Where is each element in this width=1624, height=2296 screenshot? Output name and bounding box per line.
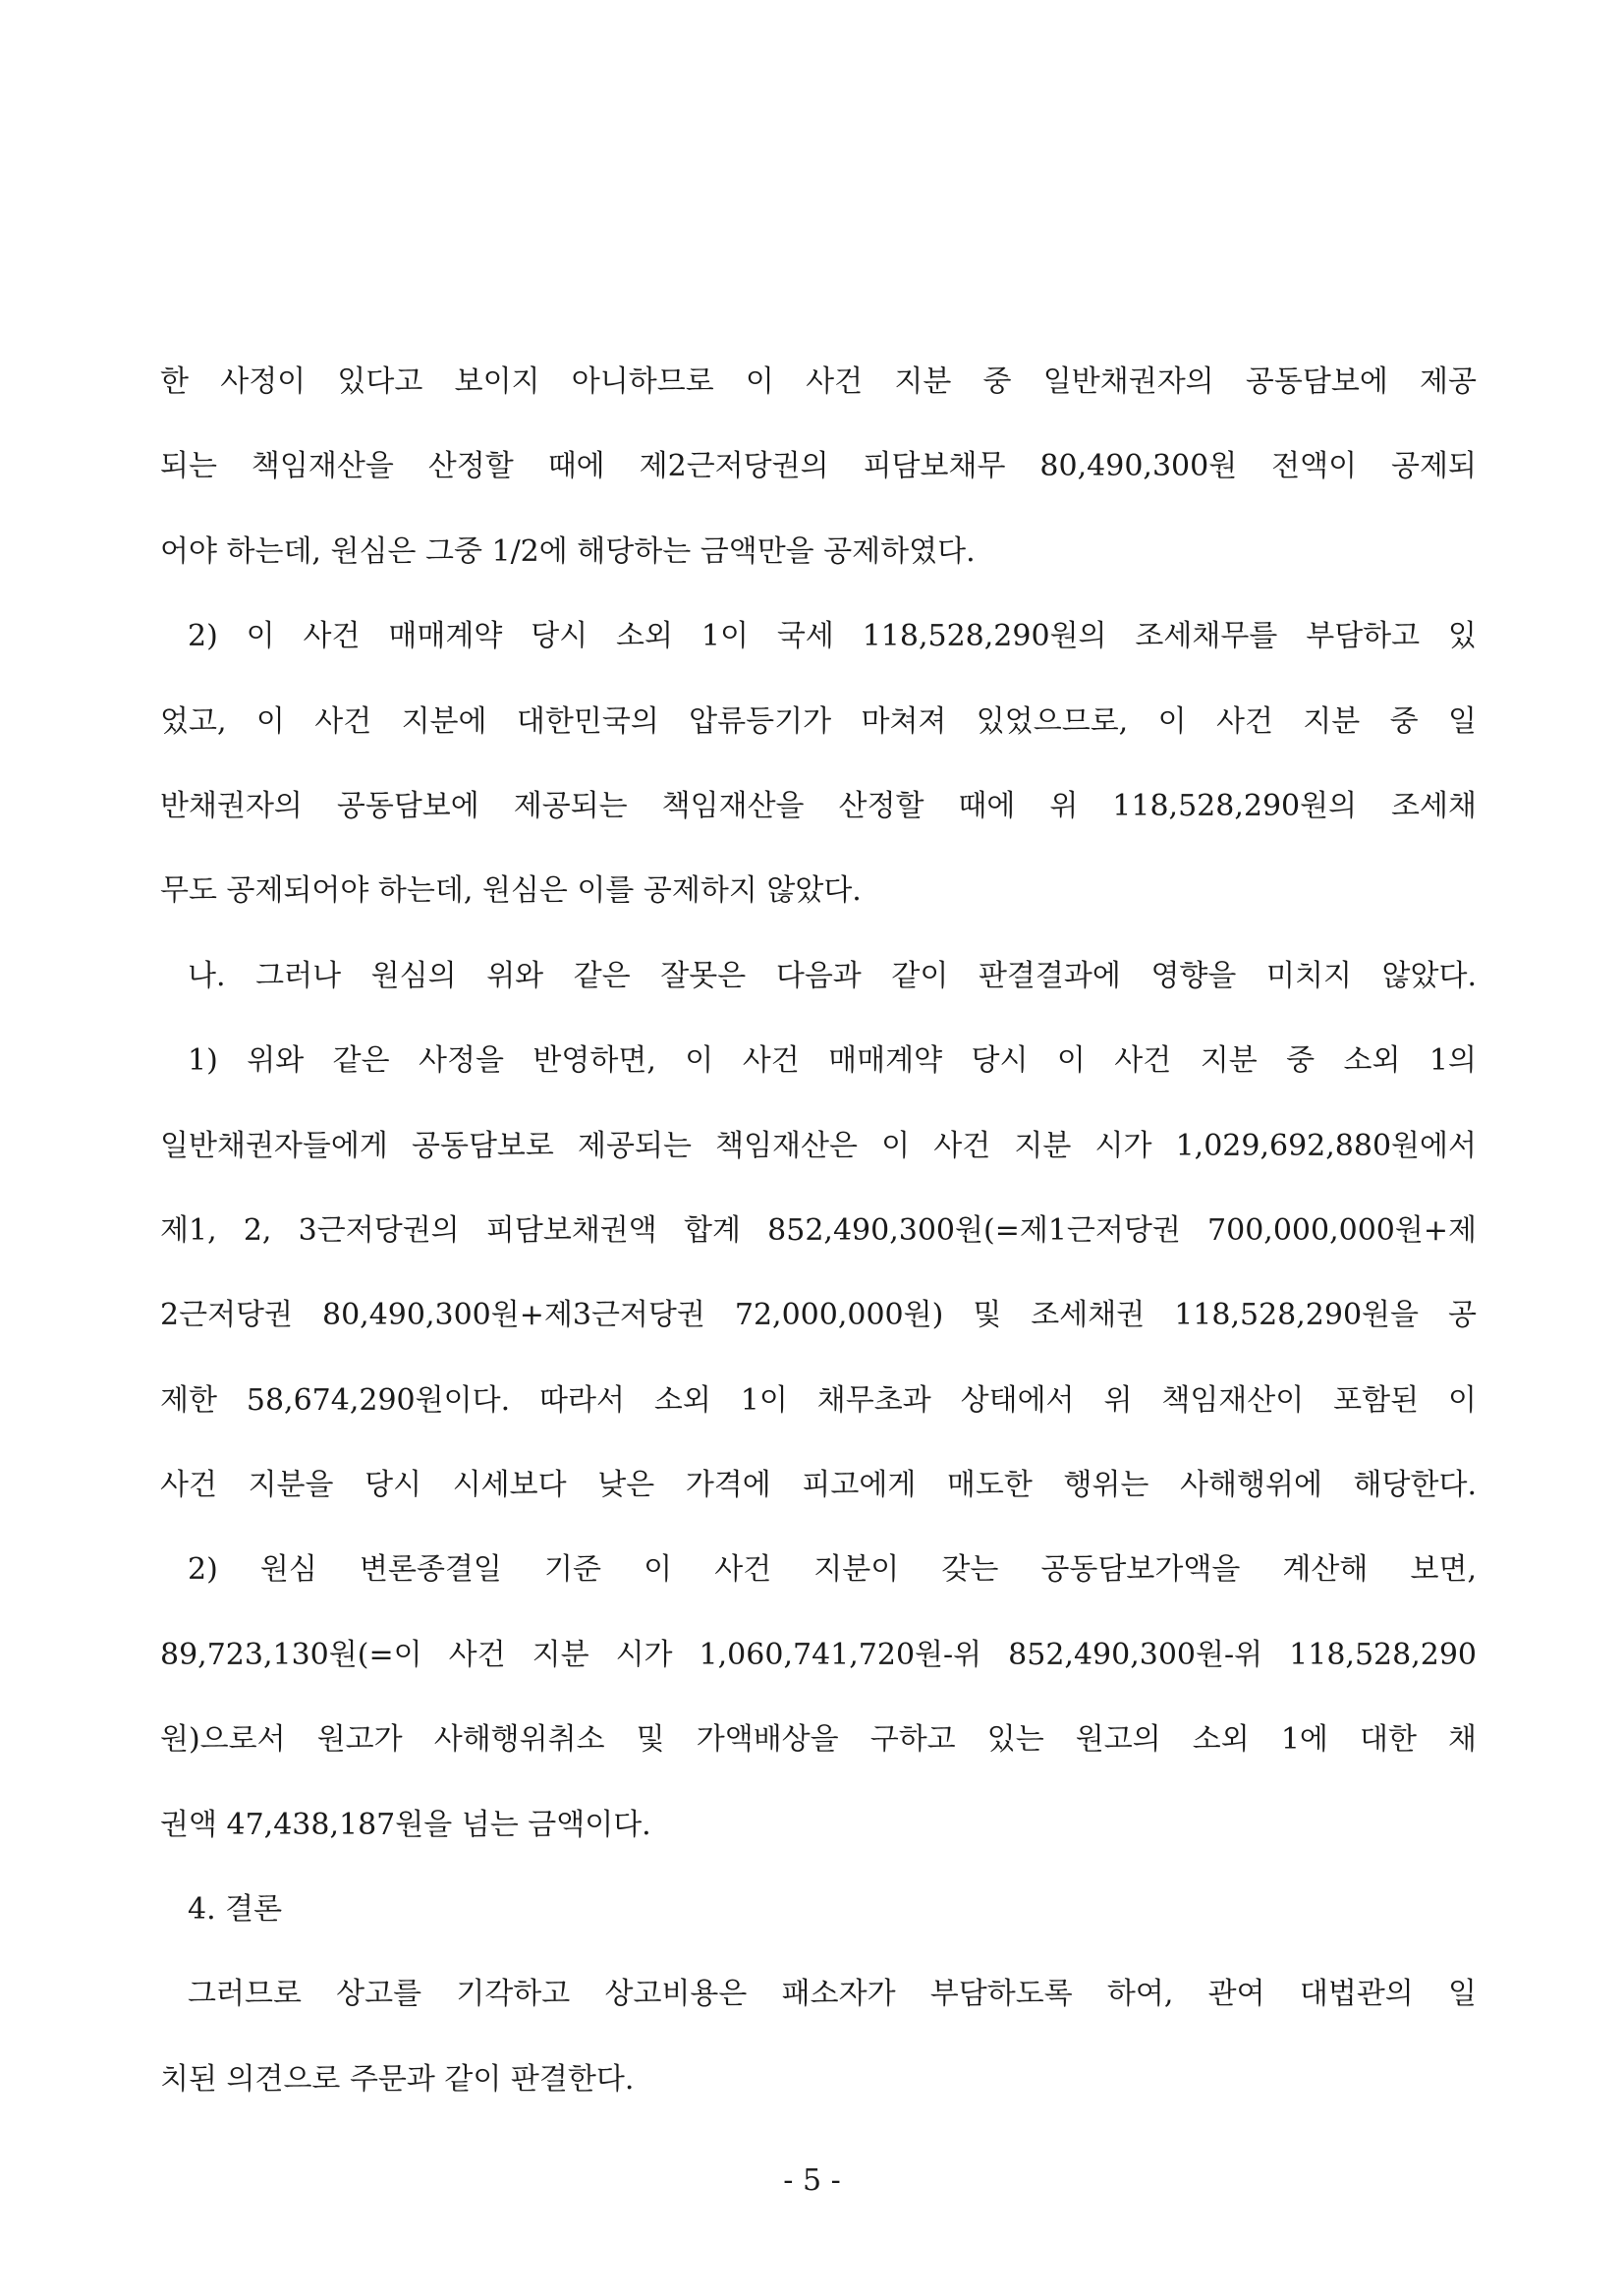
body-line-9: 1) 위와 같은 사정을 반영하면, 이 사건 매매계약 당시 이 사건 지분 중 소외 1의 — [188, 1043, 1477, 1079]
body-line-4: 2) 이 사건 매매계약 당시 소외 1이 국세 118,528,290원의 조세채무를 부담하고 있 — [188, 619, 1477, 654]
body-line-15: 2) 원심 변론종결일 기준 이 사건 지분이 갖는 공동담보가액을 계산해 보면, — [188, 1552, 1477, 1588]
body-line-1: 한 사정이 있다고 보이지 아니하므로 이 사건 지분 중 일반채권자의 공동담보에 제공 — [160, 364, 1477, 399]
body-line-11: 제1, 2, 3근저당권의 피담보채권액 합계 852,490,300원(=제1근저당권 700,000,000원+제 — [160, 1212, 1477, 1248]
body-line-20: 그러므로 상고를 기각하고 상고비용은 패소자가 부담하도록 하여, 관여 대법관의 일 — [188, 1977, 1477, 2012]
body-line-21: 치된 의견으로 주문과 같이 판결한다. — [160, 2061, 635, 2097]
body-line-8: 나. 그러나 원심의 위와 같은 잘못은 다음과 같이 판결결과에 영향을 미치지 않았다. — [188, 958, 1477, 993]
body-line-13: 제한 58,674,290원이다. 따라서 소외 1이 채무초과 상태에서 위 책임재산이 포함된 이 — [160, 1382, 1477, 1418]
body-line-2: 되는 책임재산을 산정할 때에 제2근저당권의 피담보채무 80,490,300원 전액이 공제되 — [160, 449, 1477, 484]
body-line-17: 원)으로서 원고가 사해행위취소 및 가액배상을 구하고 있는 원고의 소외 1에 대한 채 — [160, 1722, 1477, 1758]
body-line-6: 반채권자의 공동담보에 제공되는 책임재산을 산정할 때에 위 118,528,290원의 조세채 — [160, 788, 1477, 823]
page-number: - 5 - — [783, 2163, 841, 2198]
body-line-14: 사건 지분을 당시 시세보다 낮은 가격에 피고에게 매도한 행위는 사해행위에 해당한다. — [160, 1468, 1477, 1503]
body-line-16: 89,723,130원(=이 사건 지분 시가 1,060,741,720원-위 852,490,300원-위 118,528,290 — [160, 1637, 1477, 1672]
body-line-18: 권액 47,438,187원을 넘는 금액이다. — [160, 1807, 651, 1842]
section-heading-conclusion: 4. 결론 — [188, 1892, 283, 1928]
body-line-7: 무도 공제되어야 하는데, 원심은 이를 공제하지 않았다. — [160, 873, 862, 909]
body-line-12: 2근저당권 80,490,300원+제3근저당권 72,000,000원) 및 조세채권 118,528,290원을 공 — [160, 1298, 1477, 1333]
document-body — [160, 340, 1477, 2122]
body-line-3: 어야 하는데, 원심은 그중 1/2에 해당하는 금액만을 공제하였다. — [160, 533, 976, 569]
body-line-10: 일반채권자들에게 공동담보로 제공되는 책임재산은 이 사건 지분 시가 1,029,692,880원에서 — [160, 1128, 1477, 1163]
body-line-5: 었고, 이 사건 지분에 대한민국의 압류등기가 마쳐져 있었으므로, 이 사건 지분 중 일 — [160, 703, 1477, 739]
